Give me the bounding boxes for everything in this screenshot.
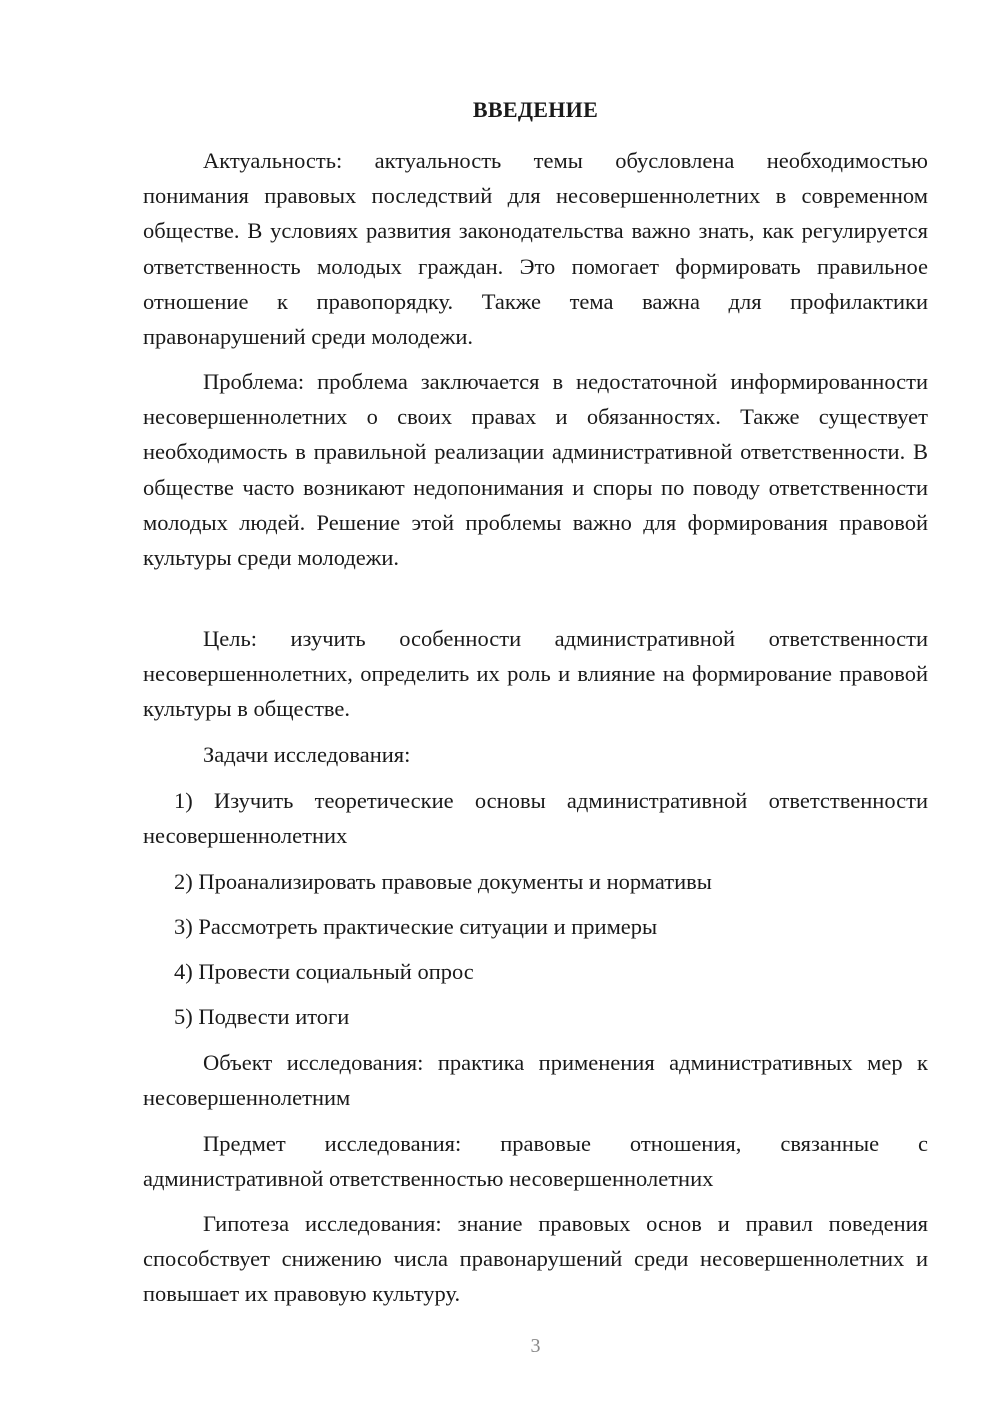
page-number: 3 bbox=[530, 1335, 541, 1357]
section-heading: ВВЕДЕНИЕ bbox=[472, 97, 599, 122]
task-item-2: 2) Проанализировать правовые документы и нормативы bbox=[174, 869, 712, 894]
subject-paragraph: Предмет исследования: правовые отношения, связанные с административной ответственностью несовершеннолетних bbox=[143, 1131, 928, 1192]
task-item-5: 5) Подвести итоги bbox=[174, 1004, 350, 1029]
task-item-1: 1) Изучить теоретические основы административной ответственности несовершеннолетних bbox=[143, 788, 928, 849]
goal-paragraph: Цель: изучить особенности административной ответственности несовершеннолетних, определить их роль и влияние на формирование правовой культуры в обществе. bbox=[143, 626, 928, 722]
task-item-3: 3) Рассмотреть практические ситуации и примеры bbox=[174, 914, 658, 939]
tasks-title: Задачи исследования: bbox=[203, 742, 411, 767]
object-paragraph: Объект исследования: практика применения административных мер к несовершеннолетним bbox=[143, 1050, 928, 1111]
hypothesis-paragraph: Гипотеза исследования: знание правовых основ и правил поведения способствует снижению числа правонарушений среди несовершеннолетних и повышает их правовую культуру. bbox=[143, 1211, 928, 1307]
problem-paragraph: Проблема: проблема заключается в недостаточной информированности несовершеннолетних о своих правах и обязанностях. Также существует необходимость в правильной реализации административной ответственности. В обществе часто возникают недопонимания и споры по поводу ответственности молодых людей. Решение этой проблемы важно для формирования правовой культуры среди молодежи. bbox=[143, 369, 928, 571]
relevance-paragraph: Актуальность: актуальность темы обусловлена необходимостью понимания правовых последствий для несовершеннолетних в современном обществе. В условиях развития законодательства важно знать, как регулируется ответственность молодых граждан. Это помогает формировать правильное отношение к правопорядку. Также тема важна для профилактики правонарушений среди молодежи. bbox=[143, 148, 928, 350]
task-item-4: 4) Провести социальный опрос bbox=[174, 959, 474, 984]
